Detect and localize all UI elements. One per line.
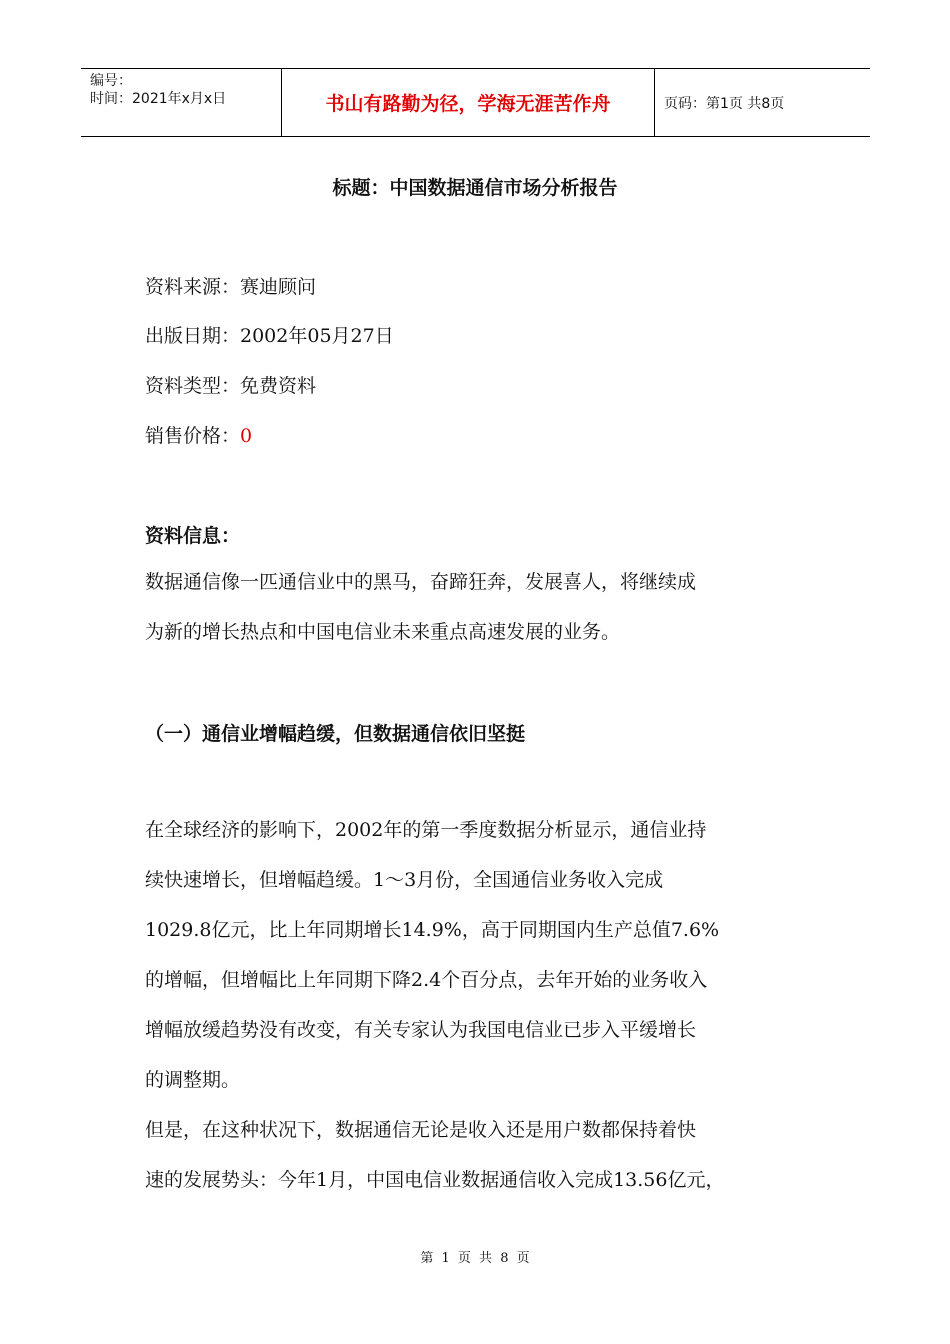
body-line: 续快速增长，但增幅趋缓。1～3月份，全国通信业务收入完成 (145, 869, 664, 891)
number-label: 编号： (90, 73, 132, 89)
body-line: 但是，在这种状况下，数据通信无论是收入还是用户数都保持着快 (145, 1119, 697, 1141)
page-footer: 第 1 页 共 8 页 (420, 1251, 530, 1266)
body-paragraph-2 (145, 1105, 813, 1205)
body-line: 1029.8亿元，比上年同期增长14.9%，高于同期国内生产总值7.6% (145, 919, 720, 941)
meta-type: 资料类型：免费资料 (145, 375, 317, 397)
document-title: 标题：中国数据通信市场分析报告 (332, 177, 618, 199)
header-left-cell (81, 69, 282, 136)
body-line: 增幅放缓趋势没有改变，有关专家认为我国电信业已步入平缓增长 (145, 1019, 697, 1041)
meta-price (145, 421, 252, 448)
meta-source: 资料来源：赛迪顾问 (145, 276, 317, 298)
document-header (81, 68, 870, 137)
info-heading: 资料信息： (145, 525, 241, 547)
intro-paragraph (145, 557, 813, 657)
body-line: 的调整期。 (145, 1069, 241, 1091)
intro-line: 数据通信像一匹通信业中的黑马，奋蹄狂奔，发展喜人，将继续成 (145, 571, 697, 593)
meta-date: 出版日期：2002年05月27日 (145, 325, 394, 347)
body-line: 速的发展势头：今年1月，中国电信业数据通信收入完成13.56亿元， (145, 1169, 725, 1191)
body-paragraph-1 (145, 805, 813, 1105)
header-motto: 书山有路勤为径，学海无涯苦作舟 (282, 69, 655, 136)
price-label: 销售价格： (145, 425, 241, 447)
body-line: 在全球经济的影响下，2002年的第一季度数据分析显示，通信业持 (145, 819, 707, 841)
price-value: 0 (240, 425, 253, 447)
intro-line: 为新的增长热点和中国电信业未来重点高速发展的业务。 (145, 621, 621, 643)
time-label: 时间：2021年x月x日 (90, 91, 227, 107)
header-page-info: 页码：第1页 共8页 (664, 95, 785, 112)
body-line: 的增幅，但增幅比上年同期下降2.4个百分点，去年开始的业务收入 (145, 969, 708, 991)
section-heading: （一）通信业增幅趋缓，但数据通信依旧坚挺 (145, 723, 526, 745)
